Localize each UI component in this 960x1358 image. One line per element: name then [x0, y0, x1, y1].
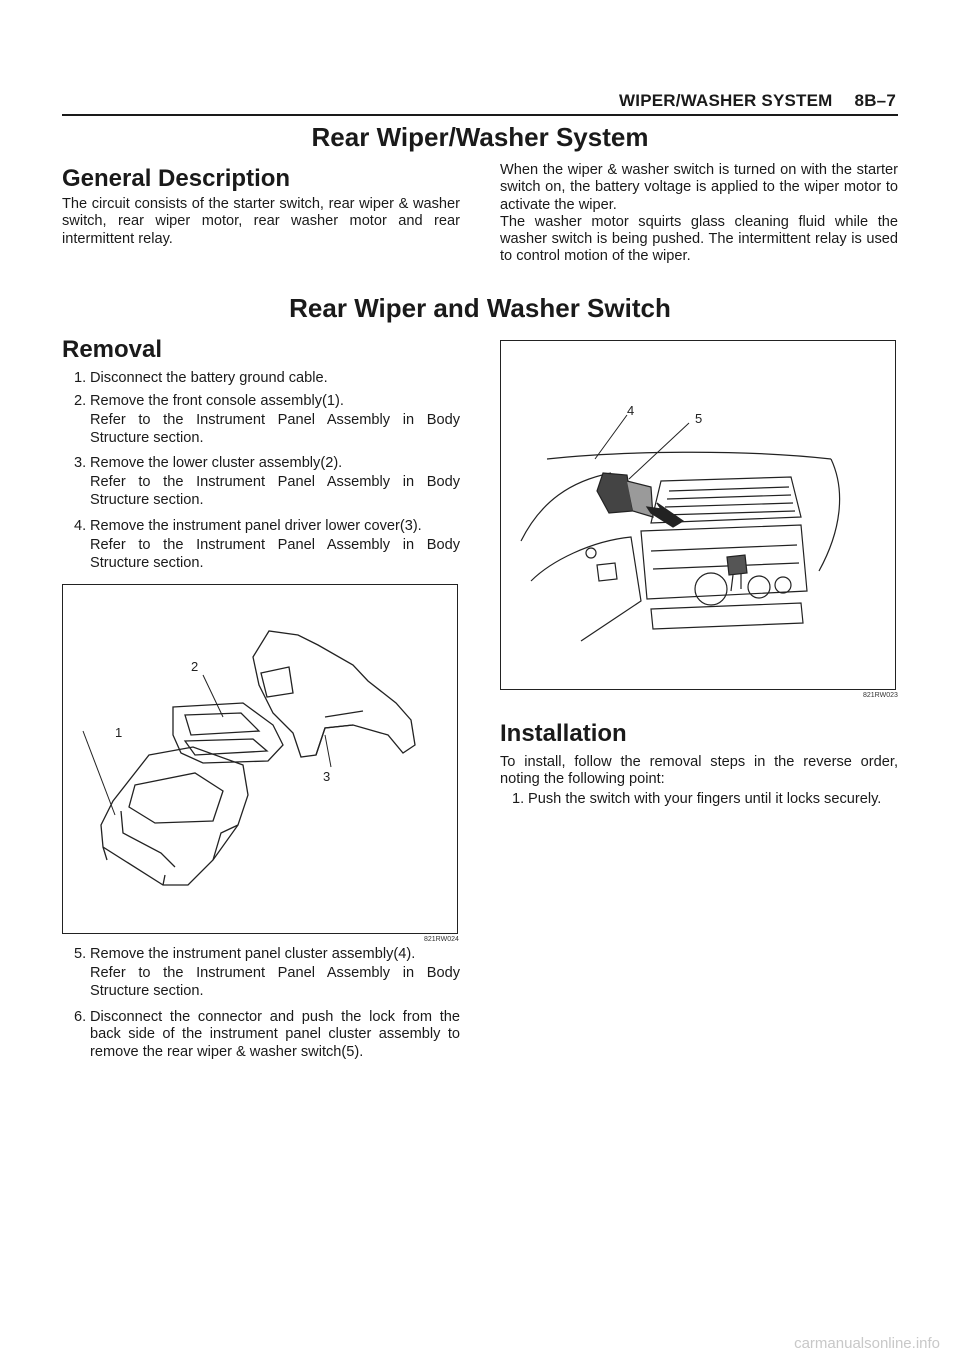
step-subtext: Refer to the Instrument Panel Assembly in Body Structure section.	[90, 412, 460, 446]
step-subtext: Refer to the Instrument Panel Assembly in Body Structure section.	[90, 965, 460, 999]
step-text: Remove the instrument panel cluster assembly(4).	[90, 946, 416, 962]
step-text: Remove the front console assembly(1).	[90, 393, 344, 409]
installation-heading: Installation	[500, 720, 627, 747]
figure2-code: 821RW023	[863, 692, 898, 699]
header-rule	[62, 114, 898, 116]
general-right-text	[500, 162, 898, 266]
general-right-p2: The washer motor squirts glass cleaning fluid while the washer switch is being pushed. The intermittent relay is used to control motion of the wiper.	[500, 213, 898, 265]
removal-step-5	[74, 946, 460, 1000]
dash-top-line	[547, 452, 831, 459]
lower-cover-opening	[261, 667, 293, 697]
step-number: 1.	[74, 370, 87, 386]
step-number: 6.	[74, 1009, 87, 1025]
section-title: WIPER/WASHER SYSTEM	[619, 91, 833, 110]
switch-title: Rear Wiper and Washer Switch	[289, 293, 671, 323]
step-number: 2.	[74, 393, 87, 409]
leader-line-5	[629, 423, 689, 479]
callout-4: 4	[627, 403, 635, 418]
step-number: 1.	[512, 791, 525, 807]
step-text: Push the switch with your fingers until it locks securely.	[528, 791, 882, 807]
leader-line-2	[203, 675, 223, 717]
installation-step-1	[512, 791, 898, 808]
callout-2: 2	[191, 659, 199, 674]
step-text: Disconnect the connector and push the lock from the back side of the instrument panel cluster assembly to remove the rear wiper & washer switch(5).	[90, 1009, 460, 1060]
step-text: Remove the instrument panel driver lower cover(3).	[90, 518, 422, 534]
step-number: 3.	[74, 455, 87, 471]
figure-switch-removal	[500, 340, 896, 690]
step-subtext: Refer to the Instrument Panel Assembly in Body Structure section.	[90, 537, 460, 571]
front-console-shape	[101, 747, 248, 885]
general-heading: General Description	[62, 165, 291, 192]
leader-line-4	[595, 415, 627, 459]
center-stack	[641, 525, 807, 599]
page-header	[619, 91, 896, 111]
removal-step-4	[74, 518, 460, 572]
removal-step-3	[74, 455, 460, 509]
removal-step-6	[74, 1009, 460, 1061]
leader-line-3	[325, 735, 331, 767]
step-text: Disconnect the battery ground cable.	[90, 370, 328, 386]
page-title: Rear Wiper/Washer System	[311, 122, 649, 152]
installation-intro: To install, follow the removal steps in the reverse order, noting the following point:	[500, 754, 898, 788]
step-text: Remove the lower cluster assembly(2).	[90, 455, 343, 471]
leader-line-1	[83, 731, 115, 815]
console-exploded-illustration	[63, 585, 457, 933]
step-number: 5.	[74, 946, 87, 962]
removal-heading: Removal	[62, 336, 163, 363]
step-subtext: Refer to the Instrument Panel Assembly in Body Structure section.	[90, 474, 460, 508]
lower-cover-shape	[253, 631, 415, 757]
figure-console-removal	[62, 584, 458, 934]
figure1-code: 821RW024	[424, 936, 459, 943]
general-left-text: The circuit consists of the starter switch, rear wiper & washer switch, rear wiper motor, rear washer motor and rear intermittent relay.	[62, 196, 460, 247]
general-right-p1: When the wiper & washer switch is turned on with the starter switch on, the battery voltage is applied to the wiper motor to activate the wiper.	[500, 162, 898, 213]
wiper-switch	[597, 473, 633, 513]
step-number: 4.	[74, 518, 87, 534]
instrument-panel-illustration	[501, 341, 895, 689]
page-number: 8B–7	[854, 91, 896, 110]
footer-watermark: carmanualsonline.info	[794, 1335, 940, 1352]
callout-5: 5	[695, 411, 703, 426]
removal-step-2	[74, 393, 460, 447]
removal-step-1	[74, 370, 460, 387]
callout-3: 3	[323, 769, 331, 784]
callout-1: 1	[115, 725, 123, 740]
